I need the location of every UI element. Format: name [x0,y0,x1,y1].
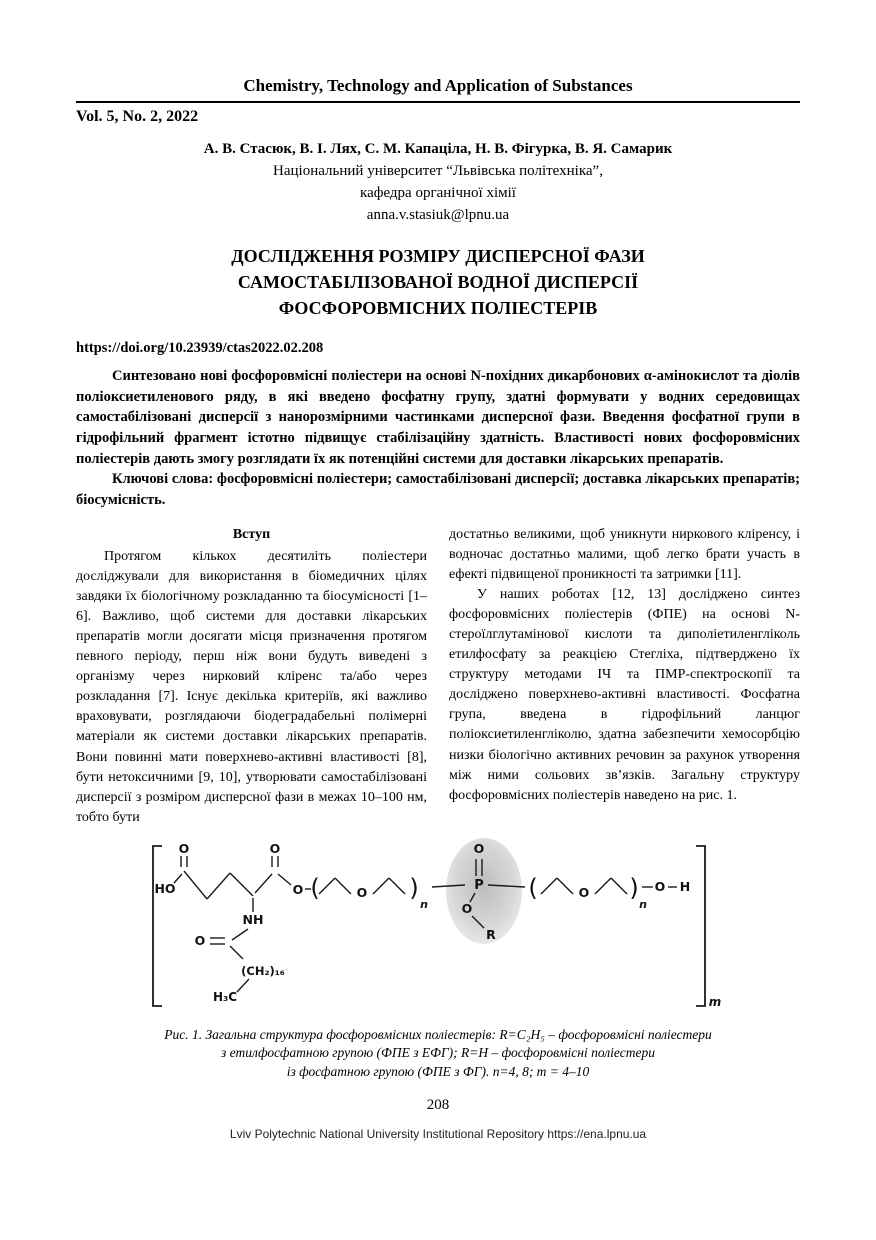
article-title-line-1: ДОСЛІДЖЕННЯ РОЗМІРУ ДИСПЕРСНОЇ ФАЗИ [231,246,645,266]
keywords-paragraph [76,469,800,510]
column-left [76,525,427,827]
author-email[interactable]: anna.v.stasiuk@lpnu.ua [366,207,510,223]
two-column-body [76,525,800,827]
authors-line: А. В. Стасюк, В. І. Лях, С. М. Капаціла, Н. В. Фігурка, В. Я. Самарик [203,141,673,157]
paren-close-1: ) [409,873,419,902]
repeat-bracket-right [696,846,705,1006]
intro-right-paragraph-1: достатньо великими, щоб уникнути ниркового кліренсу, і водночас достатньо малими, щоб легко брати участь в ефекті підвищеної проникності та затримки [11]. [449,527,800,583]
figure-caption [76,1026,800,1082]
ether-o-1-label: O [356,884,368,900]
subscript-n-2: n [639,897,647,911]
intro-right-paragraph-2: У наших роботах [12, 13] досліджено синтез фосфоровмісних поліестерів (ФПЕ) на основі N-стероїлглутамінової кислоти та диполіетиленгліколь етилфосфату за реакцією Стегліха, підтверджено їх структуру методами ІЧ та ПМР-спектроскопії та досліджено поверхнево-активні властивості. Фосфатна група, введена в гідрофільний ланцюг поліоксиетиленгліколю, здатна забезпечити хемосорбцію низки біологічно активних речовин за рахунок утворення між ними сольових зв’язків. Загальну структуру фосфоровмісних поліестерів наведено на рис. 1. [449,587,800,803]
abstract-paragraph: Синтезовано нові фосфоровмісні поліестери на основі N-похідних дикарбонових α-амінокислот та діолів поліоксиетиленового ряду, в які введено фосфатну групу, здатні формувати у водних середовищах самостабілізовані дисперсії з нанорозмірними частинками дисперсної фази. Введення фосфатної групи в гідрофільний фрагмент істотно підвищує стабілізаційну здатність. Властивості нових фосфоровмісних поліестерів дають змогу розглядати їх як потенційні системи для доставки лікарських препаратів. [76,368,800,467]
volume-issue: Vol. 5, No. 2, 2022 [76,108,199,125]
terminal-h-label: H [679,878,691,894]
article-title-line-3: ФОСФОРОВМІСНИХ ПОЛІЕСТЕРІВ [278,298,598,319]
ether-o-2-label: O [578,884,590,900]
subscript-m: m [708,994,722,1009]
intro-left-paragraph: Протягом кількох десятиліть поліестери досліджували для використання в біомедичних цілях завдяки їх біологічному розкладанню та біосумісності [1–6]. Важливо, щоб системи для доставки лікарських препаратів могли досягати місця призначення протягом певного періоду, перш ніж вони будуть виведені з організму через нирковий кліренс та/або через розкладання [7]. Існує декілька критеріїв, які важливо враховувати, розглядаючи біодеградабельні полімерні матеріали як системи доставки лікарських препаратів. Вони повинні мати поверхнево-активні властивості [8], бути нетоксичними [9, 10], утворювати самостабілізовані дисперсії з розміром дисперсної фази в межах 10–100 нм, тобто бути [76,549,427,825]
chemical-structure-figure [148,836,728,1021]
h3c-label: H₃C [212,989,238,1004]
repository-footer[interactable]: Lviv Polytechnic National University Institutional Repository https://ena.lpnu.ua [229,1127,647,1142]
journal-name: Chemistry, Technology and Application of Substances [243,76,633,95]
r-group-label: R [486,926,496,942]
phosphoryl-o-label: O [473,840,485,856]
phosphorus-label: P [474,877,484,893]
paren-close-2: ) [629,873,639,902]
ch2-16-label: (CH₂)₁₆ [241,963,285,978]
section-heading-intro: Вступ [232,527,271,543]
paren-open-2: ( [528,873,538,902]
phosphate-o-label: O [461,900,473,916]
affiliation-department: кафедра органічної хімії [360,185,516,201]
keywords-label: Ключові слова: [112,471,217,488]
figure-caption-line-2: з етилфосфатною групою (ФПЕ з ЕФГ); R=H – фосфоровмісні поліестери [221,1045,655,1061]
paren-open-1: ( [310,873,320,902]
header-rule [76,101,800,103]
carbonyl-o-1-label: O [178,840,190,856]
figure-1 [76,836,800,1082]
terminal-o-label: O [654,878,666,894]
repeat-bracket-left [153,846,162,1006]
subscript-n-1: n [420,897,428,911]
article-title-line-2: САМОСТАБІЛІЗОВАНОЇ ВОДНОЇ ДИСПЕРСІЇ [237,272,639,293]
figure-caption-line-1: Рис. 1. Загальна структура фосфоровмісних поліестерів: R=C₂H₅ – фосфоровмісні поліестери [164,1026,712,1042]
affiliation-university: Національний університет “Львівська політехніка”, [273,163,603,179]
amide-o-label: O [194,932,206,948]
column-right [449,525,800,827]
ho-label: HO [154,880,176,896]
keywords-text: фосфоровмісні поліестери; самостабілізовані дисперсії; доставка лікарських препаратів; біосумісність. [76,471,800,508]
carbonyl-o-2-label: O [269,840,281,856]
nh-label: NH [242,911,264,927]
page-number: 208 [426,1097,450,1114]
figure-caption-line-3: із фосфатною групою (ФПЕ з ФГ). n=4, 8; m = 4–10 [286,1063,590,1079]
ester-o-label: O [292,881,304,897]
atom-labels [154,841,721,1009]
doi-link[interactable]: https://doi.org/10.23939/ctas2022.02.208 [76,340,324,357]
article-title [76,243,800,321]
